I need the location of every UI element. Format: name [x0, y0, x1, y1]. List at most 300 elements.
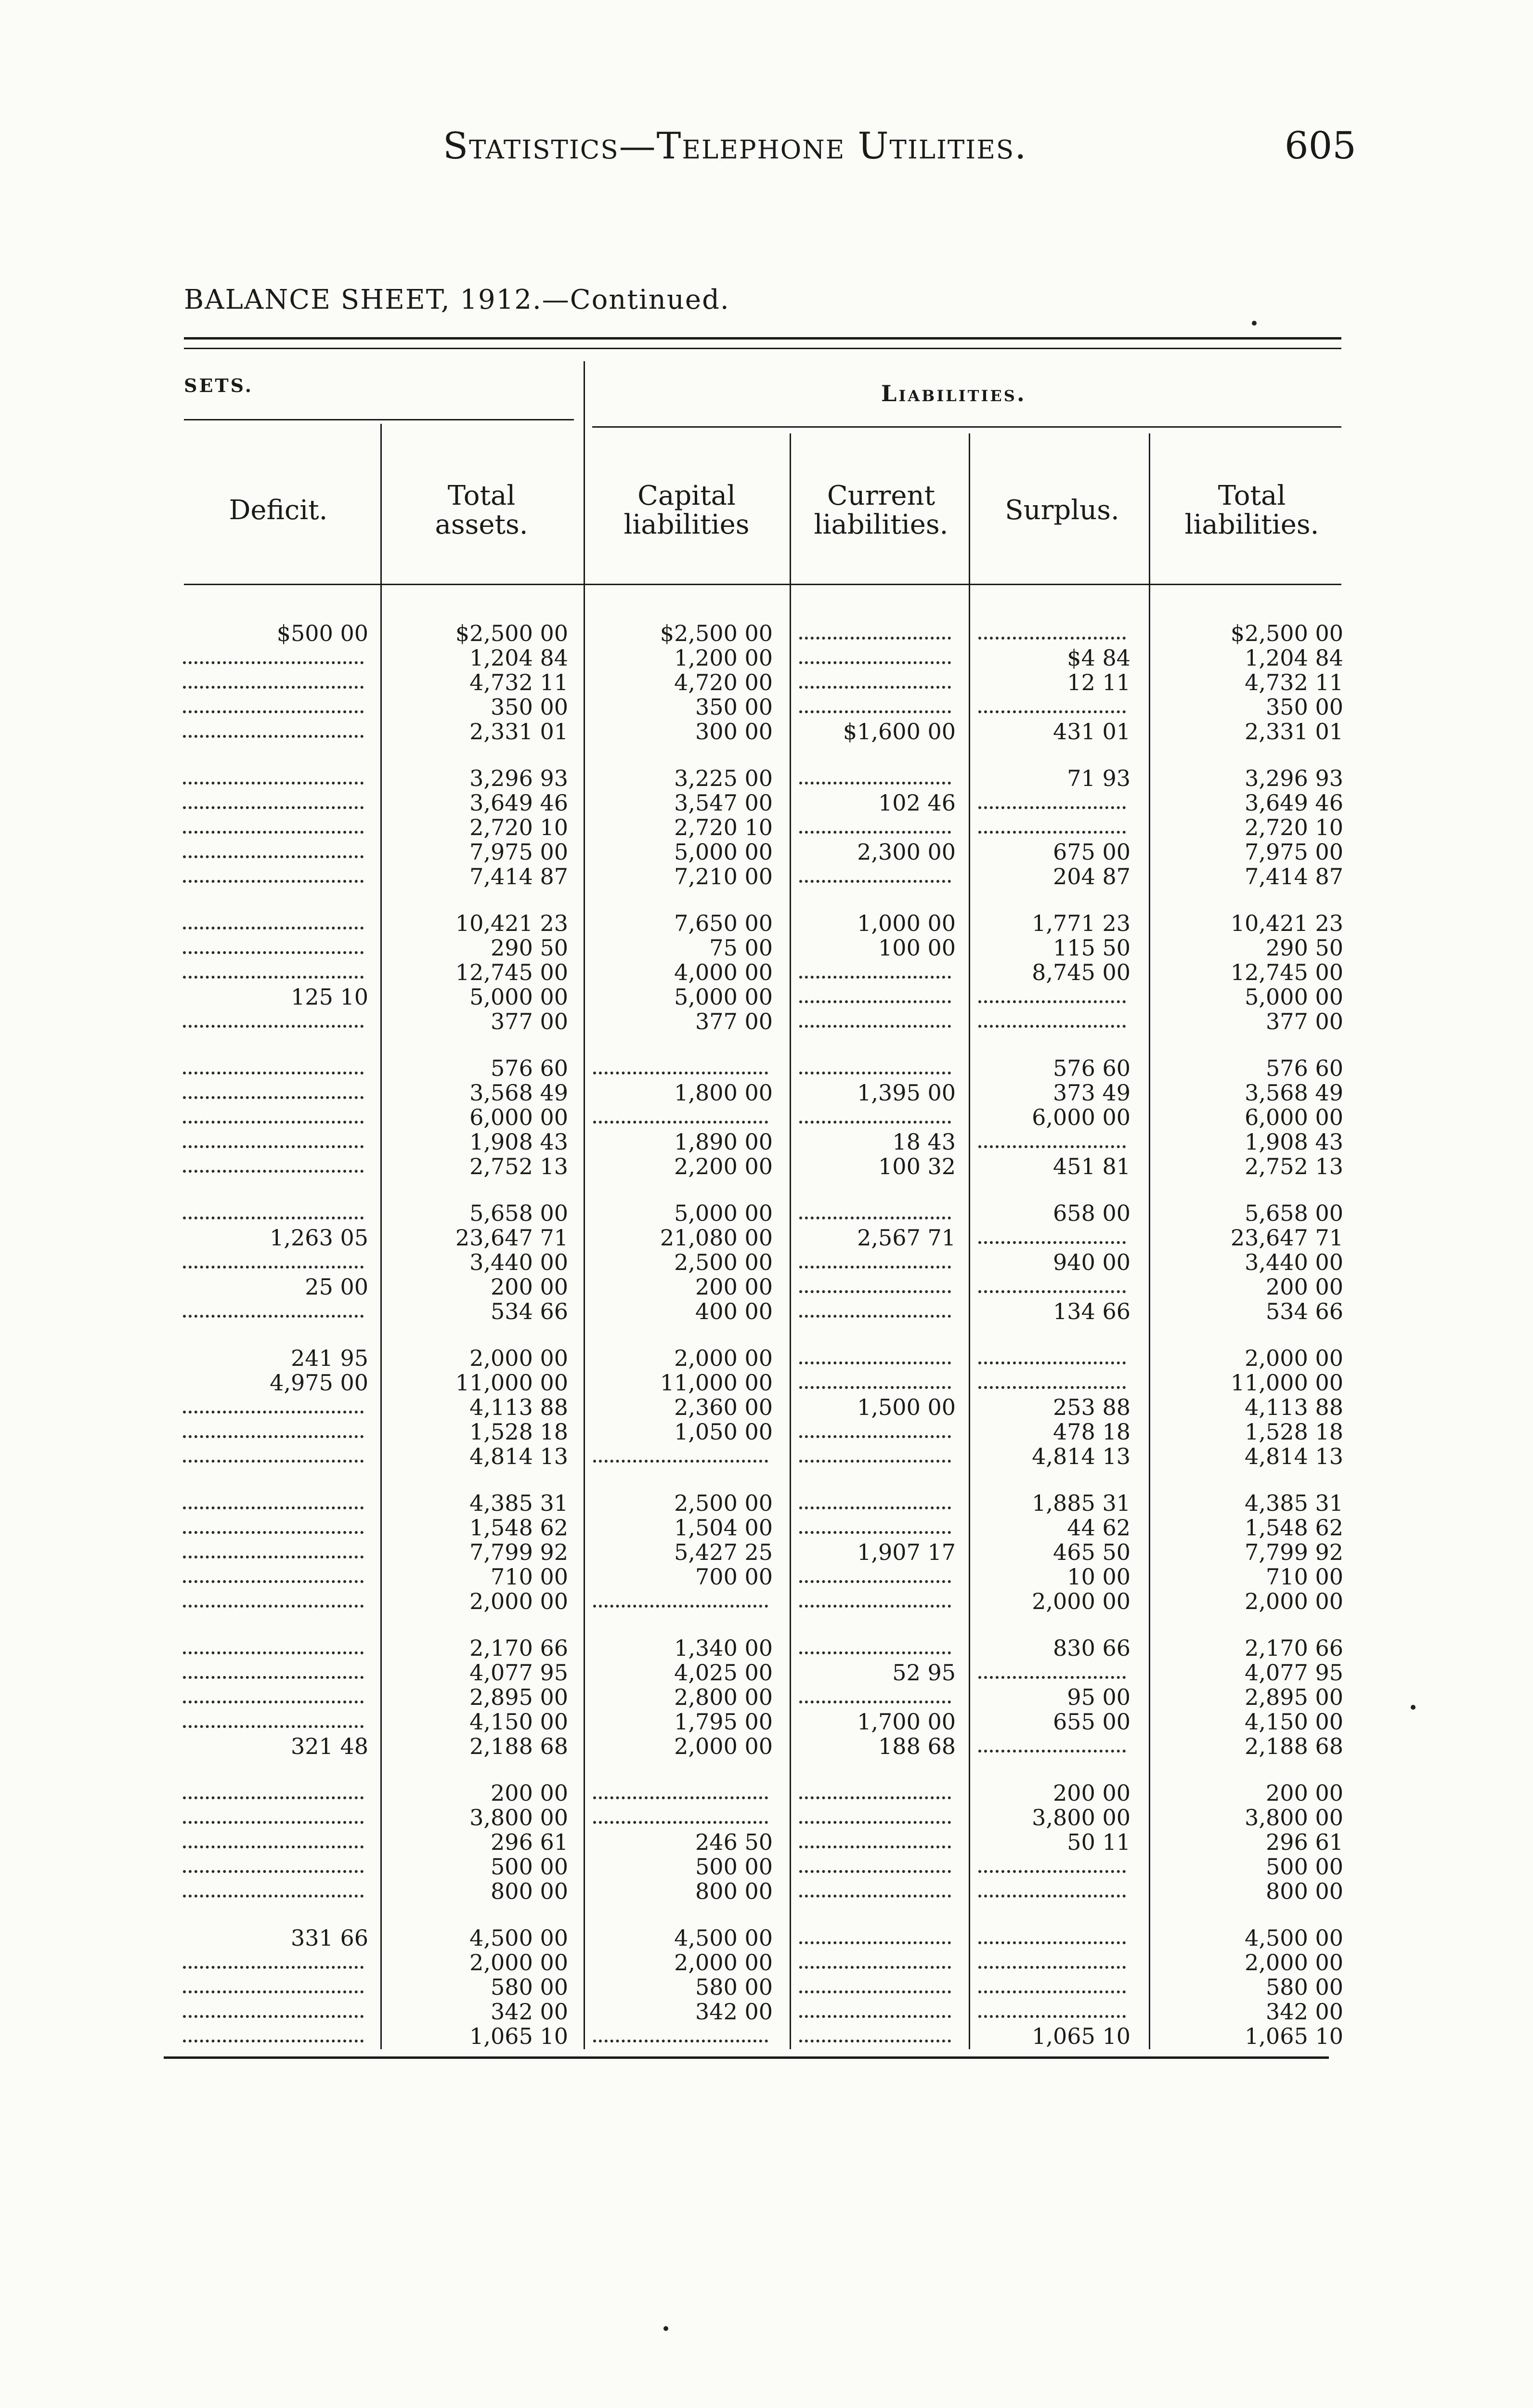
- cell-capital_liabilities: 5,000 00: [674, 984, 773, 1010]
- column-header-current_liabilities: liabilities.: [814, 509, 948, 540]
- dot-leader: [183, 1411, 364, 1413]
- cell-current_liabilities: 100 00: [878, 935, 956, 961]
- cell-capital_liabilities: 75 00: [709, 935, 773, 961]
- dot-leader: [978, 1870, 1126, 1873]
- dot-leader: [183, 806, 364, 809]
- dot-leader: [183, 1025, 364, 1028]
- cell-total_liabilities: 10,421 23: [1230, 910, 1343, 936]
- cell-total_assets: 5,658 00: [469, 1200, 568, 1226]
- dot-leader: [799, 1315, 951, 1318]
- cell-total_assets: 3,568 49: [469, 1080, 568, 1106]
- cell-total_assets: 4,150 00: [469, 1709, 568, 1735]
- cell-total_liabilities: 3,296 93: [1245, 765, 1343, 791]
- assets-group-rule: [184, 419, 574, 420]
- cell-current_liabilities: 1,700 00: [857, 1709, 956, 1735]
- cell-capital_liabilities: 1,050 00: [674, 1419, 773, 1445]
- dot-leader: [799, 1990, 951, 1993]
- dot-leader: [978, 831, 1126, 834]
- cell-capital_liabilities: 4,000 00: [674, 959, 773, 985]
- cell-total_liabilities: 200 00: [1266, 1274, 1343, 1300]
- cell-current_liabilities: 188 68: [878, 1733, 956, 1759]
- cell-total_assets: $2,500 00: [455, 620, 568, 646]
- dot-leader: [978, 1386, 1126, 1389]
- cell-total_liabilities: 4,385 31: [1245, 1490, 1343, 1516]
- cell-total_assets: 1,908 43: [469, 1129, 568, 1155]
- cell-total_liabilities: 4,814 13: [1245, 1443, 1343, 1469]
- dot-leader: [799, 1605, 951, 1608]
- cell-surplus: 658 00: [1053, 1200, 1130, 1226]
- cell-total_liabilities: 3,649 46: [1245, 790, 1343, 816]
- dot-leader: [978, 1750, 1126, 1753]
- cell-capital_liabilities: 5,000 00: [674, 839, 773, 865]
- cell-total_assets: 2,000 00: [469, 1950, 568, 1976]
- dot-leader: [799, 1072, 951, 1074]
- cell-total_assets: 1,548 62: [469, 1515, 568, 1541]
- cell-surplus: 200 00: [1053, 1780, 1130, 1806]
- scan-speck: [1252, 321, 1257, 326]
- cell-total_liabilities: 1,204 84: [1245, 645, 1343, 671]
- cell-total_assets: 3,440 00: [469, 1249, 568, 1275]
- cell-total_assets: 377 00: [491, 1008, 568, 1034]
- cell-surplus: 1,885 31: [1032, 1490, 1130, 1516]
- cell-capital_liabilities: 1,504 00: [674, 1515, 773, 1541]
- cell-capital_liabilities: 400 00: [695, 1298, 773, 1324]
- dot-leader: [183, 1096, 364, 1099]
- cell-capital_liabilities: 2,000 00: [674, 1345, 773, 1371]
- dot-leader: [593, 1072, 768, 1074]
- cell-capital_liabilities: 342 00: [695, 1999, 773, 2025]
- cell-capital_liabilities: 700 00: [695, 1564, 773, 1590]
- running-head: Statistics—Telephone Utilities.: [443, 124, 1027, 167]
- dot-leader: [978, 1290, 1126, 1293]
- cell-capital_liabilities: 1,800 00: [674, 1080, 773, 1106]
- dot-leader: [799, 2040, 951, 2042]
- dot-leader: [183, 1725, 364, 1728]
- dot-leader: [183, 1966, 364, 1969]
- col-divider-1: [380, 424, 382, 2049]
- cell-total_assets: 296 61: [491, 1829, 568, 1855]
- dot-leader: [978, 1000, 1126, 1003]
- cell-total_liabilities: 534 66: [1266, 1298, 1343, 1324]
- dot-leader: [799, 782, 951, 785]
- cell-total_liabilities: 2,000 00: [1245, 1345, 1343, 1371]
- dot-leader: [799, 637, 951, 640]
- cell-deficit: 241 95: [291, 1345, 368, 1371]
- cell-total_assets: 576 60: [491, 1055, 568, 1081]
- cell-total_assets: 12,745 00: [455, 959, 568, 985]
- cell-total_liabilities: 1,548 62: [1245, 1515, 1343, 1541]
- cell-surplus: 431 01: [1053, 719, 1130, 745]
- cell-surplus: 134 66: [1053, 1298, 1130, 1324]
- dot-leader: [978, 1895, 1126, 1898]
- cell-total_assets: 5,000 00: [469, 984, 568, 1010]
- dot-leader: [978, 710, 1126, 713]
- dot-leader: [183, 1580, 364, 1583]
- cell-total_liabilities: 7,799 92: [1245, 1539, 1343, 1565]
- page-number: 605: [1285, 124, 1356, 168]
- dot-leader: [799, 880, 951, 883]
- dot-leader: [183, 1676, 364, 1679]
- cell-surplus: 675 00: [1053, 839, 1130, 865]
- cell-total_liabilities: 3,440 00: [1245, 1249, 1343, 1275]
- dot-leader: [183, 661, 364, 664]
- cell-surplus: 2,000 00: [1032, 1588, 1130, 1614]
- cell-surplus: 465 50: [1053, 1539, 1130, 1565]
- dot-leader: [593, 1605, 768, 1608]
- cell-capital_liabilities: 4,025 00: [674, 1660, 773, 1686]
- cell-total_liabilities: 2,000 00: [1245, 1588, 1343, 1614]
- cell-total_liabilities: 3,568 49: [1245, 1080, 1343, 1106]
- dot-leader: [183, 1796, 364, 1799]
- dot-leader: [978, 1966, 1126, 1969]
- cell-capital_liabilities: $2,500 00: [660, 620, 773, 646]
- dot-leader: [183, 735, 364, 738]
- cell-total_assets: 2,720 10: [469, 814, 568, 840]
- cell-total_liabilities: 3,800 00: [1245, 1805, 1343, 1831]
- dot-leader: [183, 1121, 364, 1124]
- cell-total_liabilities: 2,188 68: [1245, 1733, 1343, 1759]
- cell-total_assets: 4,077 95: [469, 1660, 568, 1686]
- cell-capital_liabilities: 3,225 00: [674, 765, 773, 791]
- cell-current_liabilities: $1,600 00: [843, 719, 956, 745]
- dot-leader: [799, 1386, 951, 1389]
- cell-capital_liabilities: 2,360 00: [674, 1394, 773, 1420]
- cell-total_liabilities: 580 00: [1266, 1974, 1343, 2000]
- cell-capital_liabilities: 5,427 25: [674, 1539, 773, 1565]
- cell-surplus: 451 81: [1053, 1153, 1130, 1179]
- column-header-total_liabilities: Total: [1218, 480, 1286, 511]
- dot-leader: [593, 1121, 768, 1124]
- cell-capital_liabilities: 580 00: [695, 1974, 773, 2000]
- cell-deficit: 125 10: [291, 984, 368, 1010]
- cell-surplus: 6,000 00: [1032, 1104, 1130, 1130]
- sheet-title: BALANCE SHEET, 1912.—Continued.: [184, 284, 730, 315]
- cell-total_liabilities: 800 00: [1266, 1878, 1343, 1904]
- cell-total_assets: 7,799 92: [469, 1539, 568, 1565]
- cell-capital_liabilities: 1,340 00: [674, 1635, 773, 1661]
- cell-total_assets: 1,065 10: [469, 2023, 568, 2049]
- dot-leader: [593, 2040, 768, 2042]
- cell-total_assets: 800 00: [491, 1878, 568, 1904]
- cell-capital_liabilities: 2,720 10: [674, 814, 773, 840]
- cell-total_assets: 4,385 31: [469, 1490, 568, 1516]
- dot-leader: [799, 2015, 951, 2018]
- cell-capital_liabilities: 800 00: [695, 1878, 773, 1904]
- cell-capital_liabilities: 4,720 00: [674, 669, 773, 695]
- liabilities-group-rule: [592, 426, 1341, 428]
- dot-leader: [183, 1460, 364, 1463]
- dot-leader: [183, 1266, 364, 1269]
- cell-current_liabilities: 52 95: [892, 1660, 956, 1686]
- col-divider-4: [969, 433, 970, 2049]
- cell-total_liabilities: 2,720 10: [1245, 814, 1343, 840]
- cell-current_liabilities: 1,395 00: [857, 1080, 956, 1106]
- cell-capital_liabilities: 3,547 00: [674, 790, 773, 816]
- dot-leader: [799, 1895, 951, 1898]
- dot-leader: [183, 1170, 364, 1173]
- cell-total_liabilities: 5,658 00: [1245, 1200, 1343, 1226]
- cell-surplus: 1,771 23: [1032, 910, 1130, 936]
- dot-leader: [183, 831, 364, 834]
- cell-current_liabilities: 2,567 71: [857, 1225, 956, 1251]
- cell-capital_liabilities: 21,080 00: [660, 1225, 773, 1251]
- dot-leader: [593, 1460, 768, 1463]
- column-header-total_assets: assets.: [435, 509, 528, 540]
- cell-surplus: 44 62: [1067, 1515, 1130, 1541]
- dot-leader: [978, 637, 1126, 640]
- cell-total_liabilities: 7,414 87: [1245, 864, 1343, 890]
- dot-leader: [183, 782, 364, 785]
- cell-capital_liabilities: 377 00: [695, 1008, 773, 1034]
- cell-surplus: 478 18: [1053, 1419, 1130, 1445]
- cell-surplus: 95 00: [1067, 1684, 1130, 1710]
- cell-capital_liabilities: 2,500 00: [674, 1490, 773, 1516]
- cell-total_liabilities: 342 00: [1266, 1999, 1343, 2025]
- cell-total_assets: 4,814 13: [469, 1443, 568, 1469]
- cell-total_assets: 2,000 00: [469, 1345, 568, 1371]
- dot-leader: [183, 710, 364, 713]
- cell-total_assets: 1,528 18: [469, 1419, 568, 1445]
- dot-leader: [183, 976, 364, 979]
- dot-leader: [799, 1580, 951, 1583]
- dot-leader: [799, 1025, 951, 1028]
- cell-total_liabilities: 2,331 01: [1245, 719, 1343, 745]
- top-rule-1: [184, 337, 1341, 340]
- cell-surplus: 3,800 00: [1032, 1805, 1130, 1831]
- dot-leader: [183, 2040, 364, 2042]
- dot-leader: [799, 1361, 951, 1364]
- cell-deficit: 321 48: [291, 1733, 368, 1759]
- dot-leader: [183, 1845, 364, 1848]
- column-header-capital_liabilities: Capital: [637, 480, 736, 511]
- cell-capital_liabilities: 1,795 00: [674, 1709, 773, 1735]
- dot-leader: [183, 1895, 364, 1898]
- dot-leader: [183, 1701, 364, 1703]
- scan-speck: [663, 2326, 668, 2331]
- cell-capital_liabilities: 2,000 00: [674, 1950, 773, 1976]
- cell-total_assets: 10,421 23: [455, 910, 568, 936]
- dot-leader: [183, 1990, 364, 1993]
- cell-capital_liabilities: 2,500 00: [674, 1249, 773, 1275]
- cell-surplus: 4,814 13: [1032, 1443, 1130, 1469]
- dot-leader: [799, 1821, 951, 1824]
- dot-leader: [183, 880, 364, 883]
- cell-total_assets: 290 50: [491, 935, 568, 961]
- dot-leader: [799, 1217, 951, 1219]
- cell-surplus: 50 11: [1067, 1829, 1130, 1855]
- dot-leader: [978, 1676, 1126, 1679]
- dot-leader: [593, 1796, 768, 1799]
- cell-total_liabilities: 377 00: [1266, 1008, 1343, 1034]
- cell-capital_liabilities: 1,200 00: [674, 645, 773, 671]
- cell-surplus: 655 00: [1053, 1709, 1130, 1735]
- cell-total_liabilities: 1,908 43: [1245, 1129, 1343, 1155]
- cell-capital_liabilities: 300 00: [695, 719, 773, 745]
- cell-surplus: 1,065 10: [1032, 2023, 1130, 2049]
- dot-leader: [183, 1145, 364, 1148]
- dot-leader: [593, 1821, 768, 1824]
- dot-leader: [799, 1870, 951, 1873]
- cell-capital_liabilities: 246 50: [695, 1829, 773, 1855]
- dot-leader: [799, 1966, 951, 1969]
- cell-surplus: 12 11: [1067, 669, 1130, 695]
- cell-total_liabilities: 4,113 88: [1245, 1394, 1343, 1420]
- cell-current_liabilities: 18 43: [892, 1129, 956, 1155]
- cell-current_liabilities: 102 46: [878, 790, 956, 816]
- cell-total_liabilities: 12,745 00: [1230, 959, 1343, 985]
- dot-leader: [978, 806, 1126, 809]
- dot-leader: [799, 1941, 951, 1944]
- cell-total_assets: 4,113 88: [469, 1394, 568, 1420]
- dot-leader: [978, 1941, 1126, 1944]
- dot-leader: [183, 1605, 364, 1608]
- column-header-total_liabilities: liabilities.: [1184, 509, 1319, 540]
- dot-leader: [799, 1435, 951, 1438]
- dot-leader: [978, 1145, 1126, 1148]
- dot-leader: [183, 1531, 364, 1534]
- dot-leader: [978, 1990, 1126, 1993]
- cell-total_liabilities: 710 00: [1266, 1564, 1343, 1590]
- cell-total_assets: 710 00: [491, 1564, 568, 1590]
- cell-total_assets: 2,188 68: [469, 1733, 568, 1759]
- dot-leader: [978, 2015, 1126, 2018]
- bottom-rule: [164, 2056, 1329, 2059]
- dot-leader: [799, 1506, 951, 1509]
- cell-total_assets: 23,647 71: [455, 1225, 568, 1251]
- cell-surplus: 576 60: [1053, 1055, 1130, 1081]
- dot-leader: [799, 710, 951, 713]
- dot-leader: [799, 661, 951, 664]
- cell-current_liabilities: 1,000 00: [857, 910, 956, 936]
- cell-total_assets: 350 00: [491, 694, 568, 720]
- cell-total_assets: 6,000 00: [469, 1104, 568, 1130]
- cell-surplus: 830 66: [1053, 1635, 1130, 1661]
- dot-leader: [183, 927, 364, 929]
- cell-total_assets: 4,732 11: [469, 669, 568, 695]
- dot-leader: [799, 831, 951, 834]
- col-divider-3: [790, 433, 791, 2049]
- column-header-total_assets: Total: [447, 480, 516, 511]
- dot-leader: [799, 1460, 951, 1463]
- cell-capital_liabilities: 1,890 00: [674, 1129, 773, 1155]
- col-divider-5: [1149, 433, 1150, 2049]
- dot-leader: [799, 686, 951, 689]
- cell-total_liabilities: 4,732 11: [1245, 669, 1343, 695]
- cell-capital_liabilities: 7,650 00: [674, 910, 773, 936]
- dot-leader: [183, 2015, 364, 2018]
- cell-surplus: $4 84: [1067, 645, 1130, 671]
- dot-leader: [183, 1651, 364, 1654]
- dot-leader: [799, 1290, 951, 1293]
- cell-deficit: 25 00: [305, 1274, 368, 1300]
- cell-surplus: 115 50: [1053, 935, 1130, 961]
- cell-capital_liabilities: 2,200 00: [674, 1153, 773, 1179]
- cell-capital_liabilities: 350 00: [695, 694, 773, 720]
- cell-capital_liabilities: 11,000 00: [660, 1370, 773, 1396]
- dot-leader: [799, 1531, 951, 1534]
- cell-total_liabilities: 290 50: [1266, 935, 1343, 961]
- cell-current_liabilities: 2,300 00: [857, 839, 956, 865]
- cell-total_assets: 534 66: [491, 1298, 568, 1324]
- dot-leader: [183, 1072, 364, 1074]
- cell-current_liabilities: 1,907 17: [857, 1539, 956, 1565]
- cell-capital_liabilities: 2,800 00: [674, 1684, 773, 1710]
- cell-total_liabilities: 350 00: [1266, 694, 1343, 720]
- column-header-current_liabilities: Current: [827, 480, 935, 511]
- cell-total_liabilities: 5,000 00: [1245, 984, 1343, 1010]
- cell-capital_liabilities: 200 00: [695, 1274, 773, 1300]
- dot-leader: [183, 1870, 364, 1873]
- column-header-capital_liabilities: liabilities: [624, 509, 750, 540]
- dot-leader: [978, 1241, 1126, 1244]
- cell-total_assets: 2,895 00: [469, 1684, 568, 1710]
- dot-leader: [978, 1025, 1126, 1028]
- cell-total_assets: 3,800 00: [469, 1805, 568, 1831]
- dot-leader: [183, 1506, 364, 1509]
- cell-surplus: 8,745 00: [1032, 959, 1130, 985]
- top-rule-2: [184, 348, 1341, 349]
- cell-total_assets: 580 00: [491, 1974, 568, 2000]
- cell-capital_liabilities: 2,000 00: [674, 1733, 773, 1759]
- cell-total_liabilities: 11,000 00: [1230, 1370, 1343, 1396]
- cell-total_assets: 7,975 00: [469, 839, 568, 865]
- cell-total_liabilities: 4,500 00: [1245, 1925, 1343, 1951]
- column-header-deficit: Deficit.: [229, 495, 328, 526]
- cell-surplus: 71 93: [1067, 765, 1130, 791]
- cell-total_liabilities: 2,895 00: [1245, 1684, 1343, 1710]
- cell-total_liabilities: 2,170 66: [1245, 1635, 1343, 1661]
- dot-leader: [183, 1315, 364, 1318]
- cell-surplus: 253 88: [1053, 1394, 1130, 1420]
- cell-total_assets: 342 00: [491, 1999, 568, 2025]
- col-divider-2: [584, 361, 585, 2049]
- cell-deficit: $500 00: [276, 620, 368, 646]
- cell-total_liabilities: 2,752 13: [1245, 1153, 1343, 1179]
- cell-deficit: 4,975 00: [270, 1370, 368, 1396]
- cell-total_liabilities: 1,065 10: [1245, 2023, 1343, 2049]
- cell-total_liabilities: 296 61: [1266, 1829, 1343, 1855]
- cell-total_liabilities: 4,077 95: [1245, 1660, 1343, 1686]
- cell-total_assets: 200 00: [491, 1274, 568, 1300]
- cell-current_liabilities: 100 32: [878, 1153, 956, 1179]
- dot-leader: [799, 1651, 951, 1654]
- dot-leader: [799, 1000, 951, 1003]
- cell-total_liabilities: 4,150 00: [1245, 1709, 1343, 1735]
- cell-capital_liabilities: 7,210 00: [674, 864, 773, 890]
- dot-leader: [799, 1121, 951, 1124]
- dot-leader: [799, 1266, 951, 1269]
- header-bottom-rule: [184, 584, 1341, 585]
- cell-total_liabilities: 1,528 18: [1245, 1419, 1343, 1445]
- cell-total_assets: 2,170 66: [469, 1635, 568, 1661]
- dot-leader: [183, 686, 364, 689]
- dot-leader: [799, 1701, 951, 1703]
- cell-total_assets: 2,752 13: [469, 1153, 568, 1179]
- cell-total_assets: 500 00: [491, 1854, 568, 1880]
- cell-total_liabilities: 7,975 00: [1245, 839, 1343, 865]
- cell-capital_liabilities: 4,500 00: [674, 1925, 773, 1951]
- cell-total_liabilities: 23,647 71: [1230, 1225, 1343, 1251]
- cell-total_liabilities: 6,000 00: [1245, 1104, 1343, 1130]
- cell-total_liabilities: 200 00: [1266, 1780, 1343, 1806]
- cell-total_assets: 3,296 93: [469, 765, 568, 791]
- cell-current_liabilities: 1,500 00: [857, 1394, 956, 1420]
- dot-leader: [799, 1845, 951, 1848]
- dot-leader: [183, 1821, 364, 1824]
- cell-total_assets: 3,649 46: [469, 790, 568, 816]
- dot-leader: [978, 1361, 1126, 1364]
- cell-total_liabilities: $2,500 00: [1230, 620, 1343, 646]
